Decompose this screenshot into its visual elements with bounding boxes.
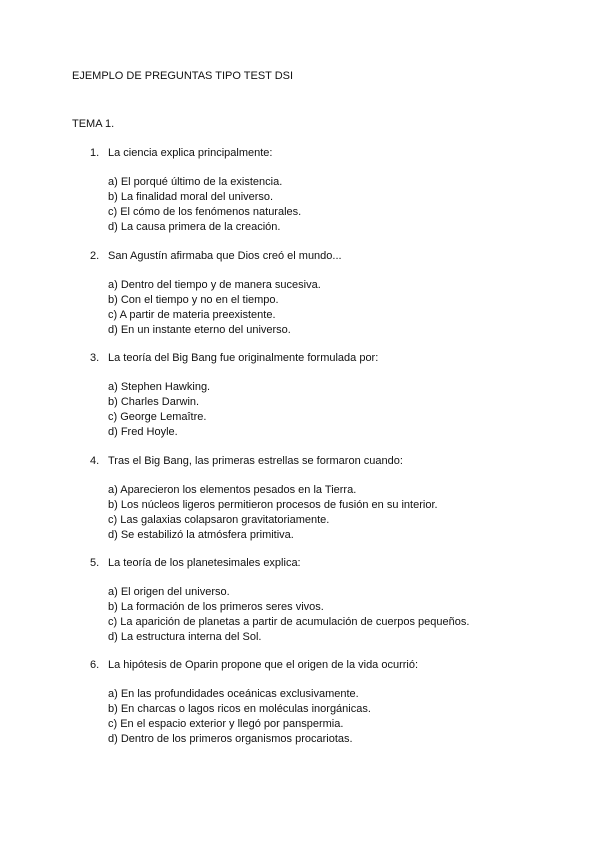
answer-option: b) La finalidad moral del universo. [108, 191, 274, 203]
answer-options [108, 483, 438, 543]
section-title: TEMA 1. [72, 118, 115, 130]
answer-option: a) El origen del universo. [108, 586, 230, 598]
answer-option: c) El cómo de los fenómenos naturales. [108, 206, 302, 218]
answer-options [108, 585, 469, 645]
answer-option: b) En charcas o lagos ricos en moléculas inorgánicas. [108, 703, 371, 715]
answer-option: c) La aparición de planetas a partir de acumulación de cuerpos pequeños. [108, 616, 470, 628]
answer-option: a) Stephen Hawking. [108, 381, 211, 393]
answer-options [108, 687, 371, 747]
document-title: EJEMPLO DE PREGUNTAS TIPO TEST DSI [72, 70, 294, 82]
answer-option: c) A partir de materia preexistente. [108, 309, 276, 321]
question-number: 3. [90, 352, 100, 364]
answer-option: b) Con el tiempo y no en el tiempo. [108, 294, 279, 306]
question-text: La teoría del Big Bang fue originalmente formulada por: [108, 352, 379, 364]
answer-option: d) La causa primera de la creación. [108, 221, 281, 233]
answer-option: d) La estructura interna del Sol. [108, 631, 262, 643]
answer-option: d) Fred Hoyle. [108, 426, 178, 438]
answer-option: d) Se estabilizó la atmósfera primitiva. [108, 529, 294, 541]
question-number: 5. [90, 557, 100, 569]
question-number: 6. [90, 659, 100, 671]
question-text: La hipótesis de Oparin propone que el origen de la vida ocurrió: [108, 659, 419, 671]
answer-option: a) En las profundidades oceánicas exclusivamente. [108, 688, 359, 700]
question-number: 1. [90, 147, 100, 159]
answer-option: b) Los núcleos ligeros permitieron procesos de fusión en su interior. [108, 499, 438, 511]
answer-option: b) La formación de los primeros seres vivos. [108, 601, 324, 613]
answer-option: c) Las galaxias colapsaron gravitatoriamente. [108, 514, 330, 526]
question-number: 2. [90, 250, 100, 262]
question-text: La ciencia explica principalmente: [108, 147, 273, 159]
answer-option: a) Dentro del tiempo y de manera sucesiva. [108, 279, 321, 291]
question-number: 4. [90, 455, 100, 467]
answer-option: d) En un instante eterno del universo. [108, 324, 291, 336]
answer-option: c) George Lemaître. [108, 411, 207, 423]
question-text: La teoría de los planetesimales explica: [108, 557, 301, 569]
answer-option: a) Aparecieron los elementos pesados en la Tierra. [108, 484, 357, 496]
answer-options [108, 380, 210, 440]
answer-option: b) Charles Darwin. [108, 396, 200, 408]
answer-option: c) En el espacio exterior y llegó por panspermia. [108, 718, 344, 730]
answer-options [108, 175, 301, 235]
answer-option: a) El porqué último de la existencia. [108, 176, 283, 188]
answer-options [108, 278, 321, 338]
question-text: Tras el Big Bang, las primeras estrellas se formaron cuando: [108, 455, 403, 467]
question-text: San Agustín afirmaba que Dios creó el mundo... [108, 250, 342, 262]
answer-option: d) Dentro de los primeros organismos procariotas. [108, 733, 353, 745]
